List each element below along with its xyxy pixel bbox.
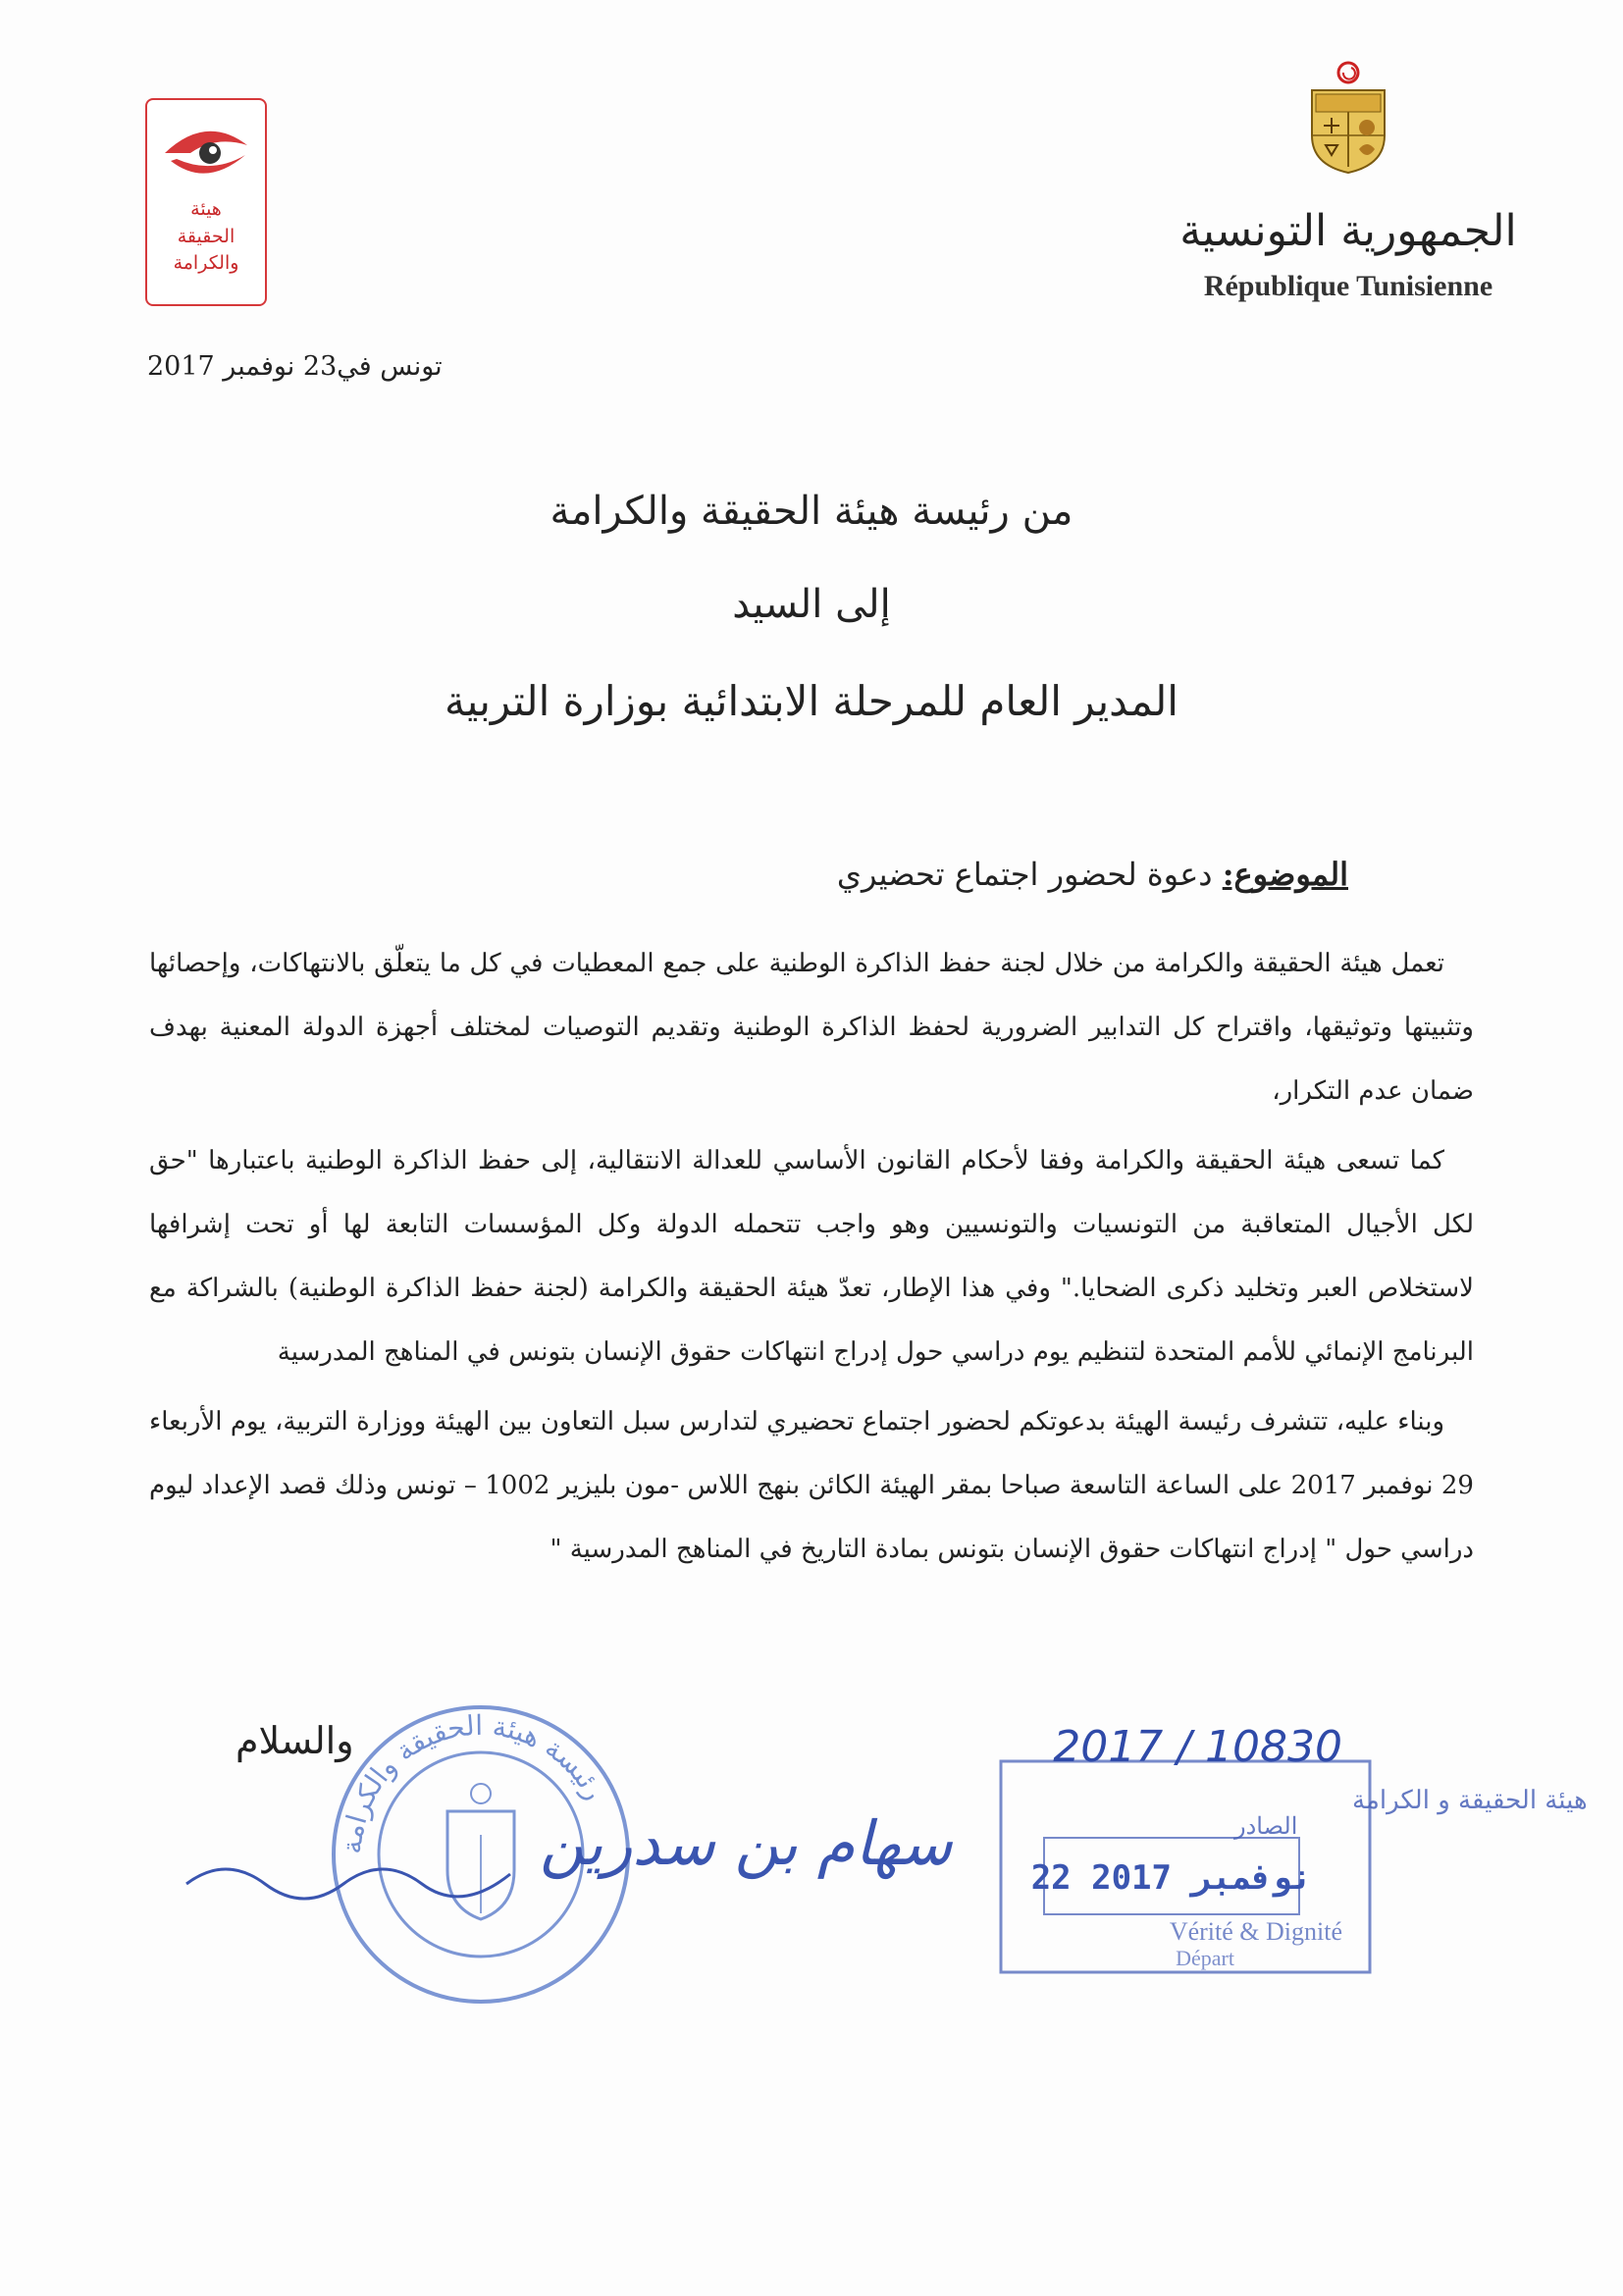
logo-line-2: الحقيقة bbox=[177, 225, 236, 247]
republic-header bbox=[1162, 59, 1535, 303]
seal-ring-text: رئيسة هيئة الحقيقة والكرامة bbox=[335, 1708, 611, 1855]
stamp-date: 22 نوفمبر 2017 bbox=[1030, 1858, 1313, 1898]
body-paragraph-1: تعمل هيئة الحقيقة والكرامة من خلال لجنة حفظ الذاكرة الوطنية على جمع المعطيات في كل ما يتعلّق بالانتهاكات، وإحصائها وتثبيتها وتوثيقها، واقتراح كل التدابير الضرورية لحفظ الذاكرة الوطنية وتقديم التوصيات لمختلف أجهزة الدولة المعنية بهدف ضمان عدم التكرار، bbox=[149, 949, 1474, 1106]
body-paragraph-3: وبناء عليه، تتشرف رئيسة الهيئة بدعوتكم لحضور اجتماع تحضيري لتدارس سبل التعاون بين الهيئة ووزارة التربية، يوم الأربعاء 29 نوفمبر 2017 على الساعة التاسعة صباحا بمقر الهيئة الكائن بنهج اللاس -مون بليزير 1002 – تونس وذلك قصد الإعداد ليوم دراسي حول " إدراج انتهاكات حقوق الإنسان بتونس بمادة التاريخ في المناهج المدرسية " bbox=[149, 1407, 1474, 1564]
registration-stamp bbox=[989, 1722, 1588, 1987]
subject-label: الموضوع: bbox=[1222, 856, 1348, 893]
letter-date: تونس في23 نوفمبر 2017 bbox=[147, 351, 443, 382]
stamp-dept-arabic: الصادر bbox=[1234, 1812, 1298, 1840]
stamp-org-arabic: هيئة الحقيقة و الكرامة bbox=[1352, 1786, 1588, 1815]
eye-logo-icon bbox=[157, 112, 255, 190]
republic-french: République Tunisienne bbox=[1203, 269, 1493, 302]
stamp-dept-french: Départ bbox=[1176, 1946, 1234, 1970]
sender-line: من رئيسة هيئة الحقيقة والكرامة bbox=[550, 489, 1073, 534]
coat-of-arms-icon bbox=[1294, 59, 1402, 177]
signature-name: سهام بن سدرين bbox=[540, 1807, 953, 1879]
subject-line bbox=[837, 856, 1348, 893]
body-paragraph-2: كما تسعى هيئة الحقيقة والكرامة وفقا لأحكام القانون الأساسي للعدالة الانتقالية، إلى حفظ الذاكرة الوطنية باعتبارها "حق لكل الأجيال المتعاقبة من التونسيات والتونسيين وهو واجب تتحمله الدولة وكل المؤسسات التابعة لها أو تحت إشرافها لاستخلاص العبر وتخليد ذكرى الضحايا." وفي هذا الإطار، تعدّ هيئة الحقيقة والكرامة (لجنة حفظ الذاكرة الوطنية) بالشراكة مع البرنامج الإنمائي للأمم المتحدة لتنظيم يوم دراسي حول إدراج انتهاكات حقوق الإنسان بتونس في المناهج المدرسية bbox=[149, 1146, 1474, 1367]
closing-salutation: والسلام bbox=[236, 1719, 354, 1762]
stamp-number: 2017 / 10830 bbox=[1053, 1722, 1342, 1772]
stamp-org-french: Vérité & Dignité bbox=[1169, 1917, 1342, 1946]
recipient-line: المدير العام للمرحلة الابتدائية بوزارة التربية bbox=[445, 677, 1178, 725]
ivd-logo bbox=[145, 98, 267, 306]
republic-arabic: الجمهورية التونسية bbox=[1179, 206, 1517, 256]
logo-line-1: هيئة bbox=[190, 198, 222, 220]
subject-text: دعوة لحضور اجتماع تحضيري bbox=[836, 856, 1223, 893]
logo-line-3: والكرامة bbox=[173, 252, 239, 275]
addressee-salutation: إلى السيد bbox=[732, 582, 891, 627]
letter-body bbox=[149, 932, 1474, 1588]
handwritten-signature bbox=[157, 1796, 953, 1962]
